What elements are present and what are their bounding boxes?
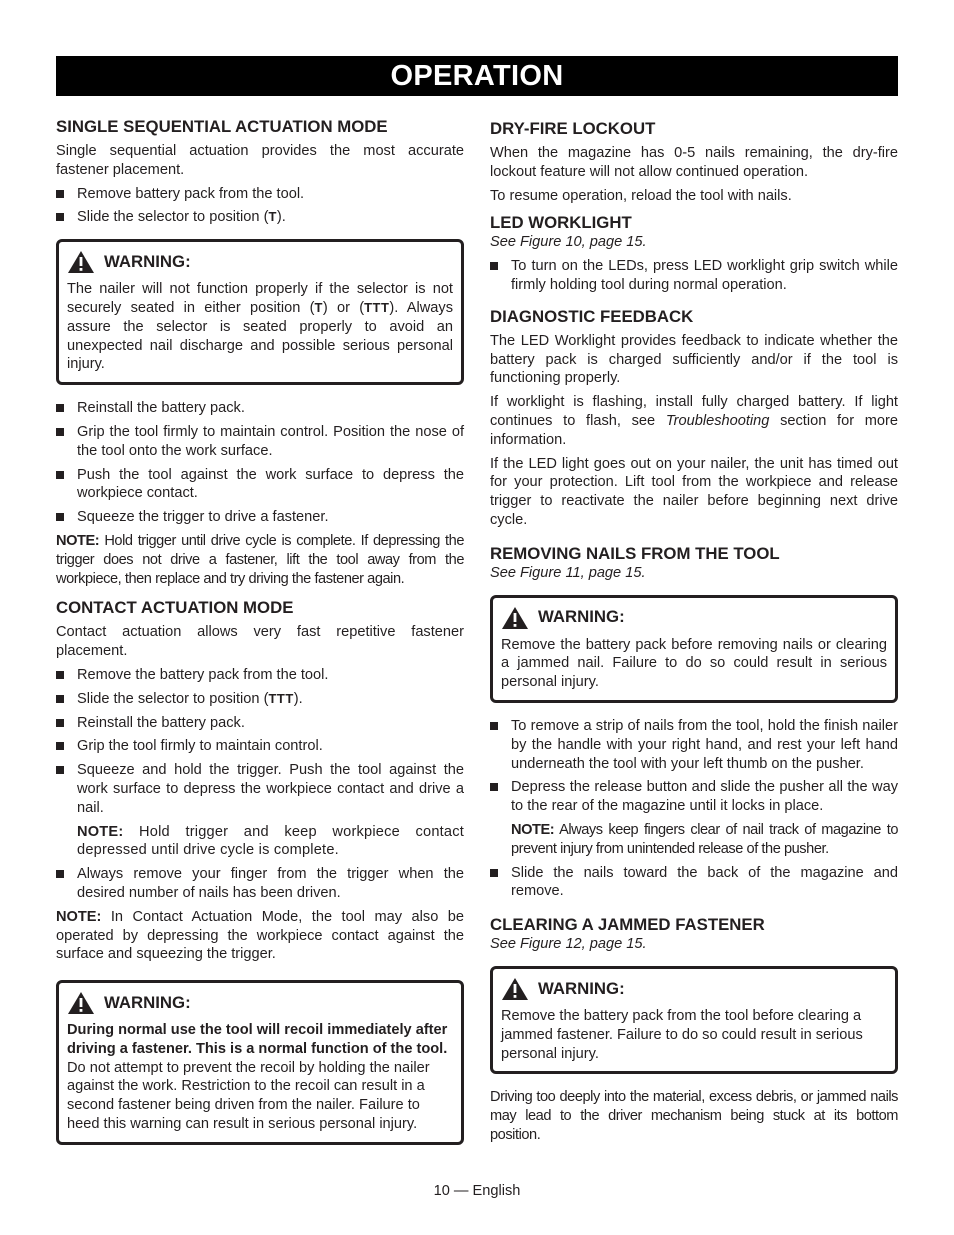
left-column bbox=[56, 117, 464, 1159]
note-label: NOTE: bbox=[56, 532, 100, 549]
right-column bbox=[490, 119, 898, 1150]
list-item: Squeeze the trigger to drive a fastener. bbox=[56, 508, 464, 527]
warning-text bbox=[67, 280, 453, 374]
single-steps-list-continued bbox=[56, 399, 464, 527]
warning-text-part: Do not attempt to prevent the recoil by holding the nailer against the work. Restriction to the recoil can result in a second fastener being driven from the nailer. Failure to heed this warning can result in serious personal injury. bbox=[67, 1059, 430, 1133]
section-heading-clearing-jam: CLEARING A JAMMED FASTENER bbox=[490, 915, 765, 935]
warning-text-part: ) or ( bbox=[322, 299, 365, 316]
note-text: Hold trigger until drive cycle is complete. If depressing the trigger does not drive a fastener, lift the tool away from the workpiece, then replace and try driving the fastener again. bbox=[56, 532, 464, 587]
contact-steps-list bbox=[56, 666, 464, 818]
list-item: Grip the tool firmly to maintain control. bbox=[56, 737, 464, 756]
list-item: Always remove your finger from the trigger when the desired number of nails has been driven. bbox=[56, 865, 464, 903]
section-heading-removing-nails: REMOVING NAILS FROM THE TOOL bbox=[490, 543, 780, 563]
led-list bbox=[490, 257, 898, 295]
selector-triple-symbol: TTT bbox=[364, 299, 390, 315]
list-item: Reinstall the battery pack. bbox=[56, 714, 464, 733]
warning-text: Remove the battery pack before removing nails or clearing a jammed nail. Failure to do so could result in serious personal injury. bbox=[501, 636, 887, 691]
warning-text: Remove the battery pack from the tool before clearing a jammed fastener. Failure to do so could result in serious personal injury. bbox=[501, 1007, 863, 1062]
warning-box-jammed bbox=[490, 966, 898, 1074]
note-text: Hold trigger and keep workpiece contact depressed until drive cycle is complete. bbox=[77, 823, 464, 859]
warning-label: WARNING: bbox=[538, 978, 625, 998]
list-item-text: ). bbox=[276, 209, 286, 226]
warning-header bbox=[67, 250, 453, 274]
note-label: NOTE: bbox=[511, 821, 555, 838]
list-item-text: Slide the selector to position ( bbox=[77, 690, 269, 707]
contact-note bbox=[56, 908, 464, 964]
warning-triangle-icon bbox=[501, 606, 529, 630]
warning-triangle-icon bbox=[67, 991, 95, 1015]
selector-single-symbol: T bbox=[314, 299, 323, 315]
warning-box-selector bbox=[56, 239, 464, 385]
contact-intro: Contact actuation allows very fast repetitive fastener placement. bbox=[56, 624, 464, 660]
diag-p3: If the LED light goes out on your nailer, the unit has timed out for your protection. Lift tool from the workpiece and release trigger to reactivate the nailer before beginning next drive cycle. bbox=[490, 455, 898, 528]
removing-list bbox=[490, 717, 898, 816]
section-heading-diagnostic: DIAGNOSTIC FEEDBACK bbox=[490, 306, 694, 326]
figure-reference: See Figure 10, page 15. bbox=[490, 234, 647, 251]
warning-bold-text: During normal use the tool will recoil immediately after driving a fastener. This is a normal function of the tool. bbox=[67, 1022, 448, 1057]
figure-reference: See Figure 11, page 15. bbox=[490, 564, 646, 581]
list-item: Push the tool against the work surface to depress the workpiece contact. bbox=[56, 466, 464, 504]
warning-triangle-icon bbox=[501, 977, 529, 1001]
list-item bbox=[56, 208, 464, 227]
warning-header bbox=[67, 991, 453, 1015]
list-item-text: ). bbox=[293, 690, 303, 707]
note-text: Always keep fingers clear of nail track of magazine to prevent injury from unintended release of the pusher. bbox=[511, 821, 898, 857]
diag-p1: The LED Worklight provides feedback to indicate whether the battery pack is charged sufficiently and/or if the tool is functioning properly. bbox=[490, 332, 898, 387]
warning-triangle-icon bbox=[67, 250, 95, 274]
warning-text-part: ). Always assure the selector is seated properly to avoid an unexpected nail discharge and possible serious personal injury. bbox=[67, 299, 454, 373]
diag-p2 bbox=[490, 393, 898, 449]
contact-steps-list-last bbox=[56, 865, 464, 903]
section-heading-dry-fire: DRY-FIRE LOCKOUT bbox=[490, 119, 656, 138]
list-item-text: Slide the selector to position ( bbox=[77, 209, 269, 226]
single-note bbox=[56, 532, 464, 588]
single-steps-list bbox=[56, 185, 464, 228]
warning-box-removing bbox=[490, 595, 898, 703]
page-title: OPERATION bbox=[56, 56, 898, 96]
list-item: Grip the tool firmly to maintain control. Position the nose of the tool onto the work surface. bbox=[56, 423, 464, 461]
list-item: Remove the battery pack from the tool. bbox=[56, 666, 464, 685]
warning-text bbox=[67, 1021, 453, 1134]
warning-header bbox=[501, 606, 887, 630]
figure-reference: See Figure 12, page 15. bbox=[490, 936, 647, 953]
list-item bbox=[56, 690, 464, 709]
section-heading-contact-actuation: CONTACT ACTUATION MODE bbox=[56, 598, 294, 618]
list-item: Squeeze and hold the trigger. Push the tool against the work surface to depress the workpiece contact and drive a nail. bbox=[56, 761, 464, 817]
selector-single-symbol: T bbox=[268, 209, 277, 225]
warning-text-part: The nailer will not function properly if the selector is not securely seated in either position ( bbox=[67, 281, 453, 316]
warning-label: WARNING: bbox=[104, 251, 191, 271]
list-item: To remove a strip of nails from the tool, hold the finish nailer by the handle with your right hand, and rest your left hand underneath the tool with your left thumb on the pusher. bbox=[490, 717, 898, 773]
section-heading-single-sequential: SINGLE SEQUENTIAL ACTUATION MODE bbox=[56, 117, 388, 136]
warning-box-recoil bbox=[56, 980, 464, 1145]
troubleshooting-reference: Troubleshooting bbox=[665, 412, 770, 429]
selector-triple-symbol: TTT bbox=[268, 690, 294, 706]
list-item: Reinstall the battery pack. bbox=[56, 399, 464, 418]
section-heading-led-worklight: LED WORKLIGHT bbox=[490, 213, 632, 233]
removing-list-last bbox=[490, 864, 898, 902]
warning-label: WARNING: bbox=[538, 607, 625, 627]
paragraph-text: section for more information. bbox=[490, 412, 898, 448]
dryfire-p2: To resume operation, reload the tool with nails. bbox=[490, 187, 792, 204]
jammed-paragraph: Driving too deeply into the material, excess debris, or jammed nails may lead to the driver mechanism being stuck at its bottom position. bbox=[490, 1089, 898, 1143]
note-text: In Contact Actuation Mode, the tool may also be operated by depressing the workpiece contact against the surface and squeezing the trigger. bbox=[56, 908, 464, 963]
note-label: NOTE: bbox=[56, 908, 102, 925]
warning-label: WARNING: bbox=[104, 992, 191, 1012]
dryfire-p1: When the magazine has 0-5 nails remaining, the dry-fire lockout feature will not allow continued operation. bbox=[490, 145, 898, 180]
contact-subnote bbox=[56, 823, 464, 861]
note-label: NOTE: bbox=[77, 823, 124, 840]
paragraph-text: If worklight is flashing, install fully charged battery. If light continues to flash, see bbox=[490, 394, 898, 429]
single-intro: Single sequential actuation provides the most accurate fastener placement. bbox=[56, 143, 464, 178]
list-item: Depress the release button and slide the pusher all the way to the rear of the magazine until it locks in place. bbox=[490, 778, 898, 816]
page-footer: 10 — English bbox=[433, 1183, 521, 1199]
list-item: To turn on the LEDs, press LED worklight grip switch while firmly holding tool during normal operation. bbox=[490, 257, 898, 295]
removing-subnote bbox=[490, 821, 898, 859]
warning-header bbox=[501, 977, 887, 1001]
list-item: Slide the nails toward the back of the magazine and remove. bbox=[490, 864, 898, 902]
list-item: Remove battery pack from the tool. bbox=[56, 185, 464, 204]
